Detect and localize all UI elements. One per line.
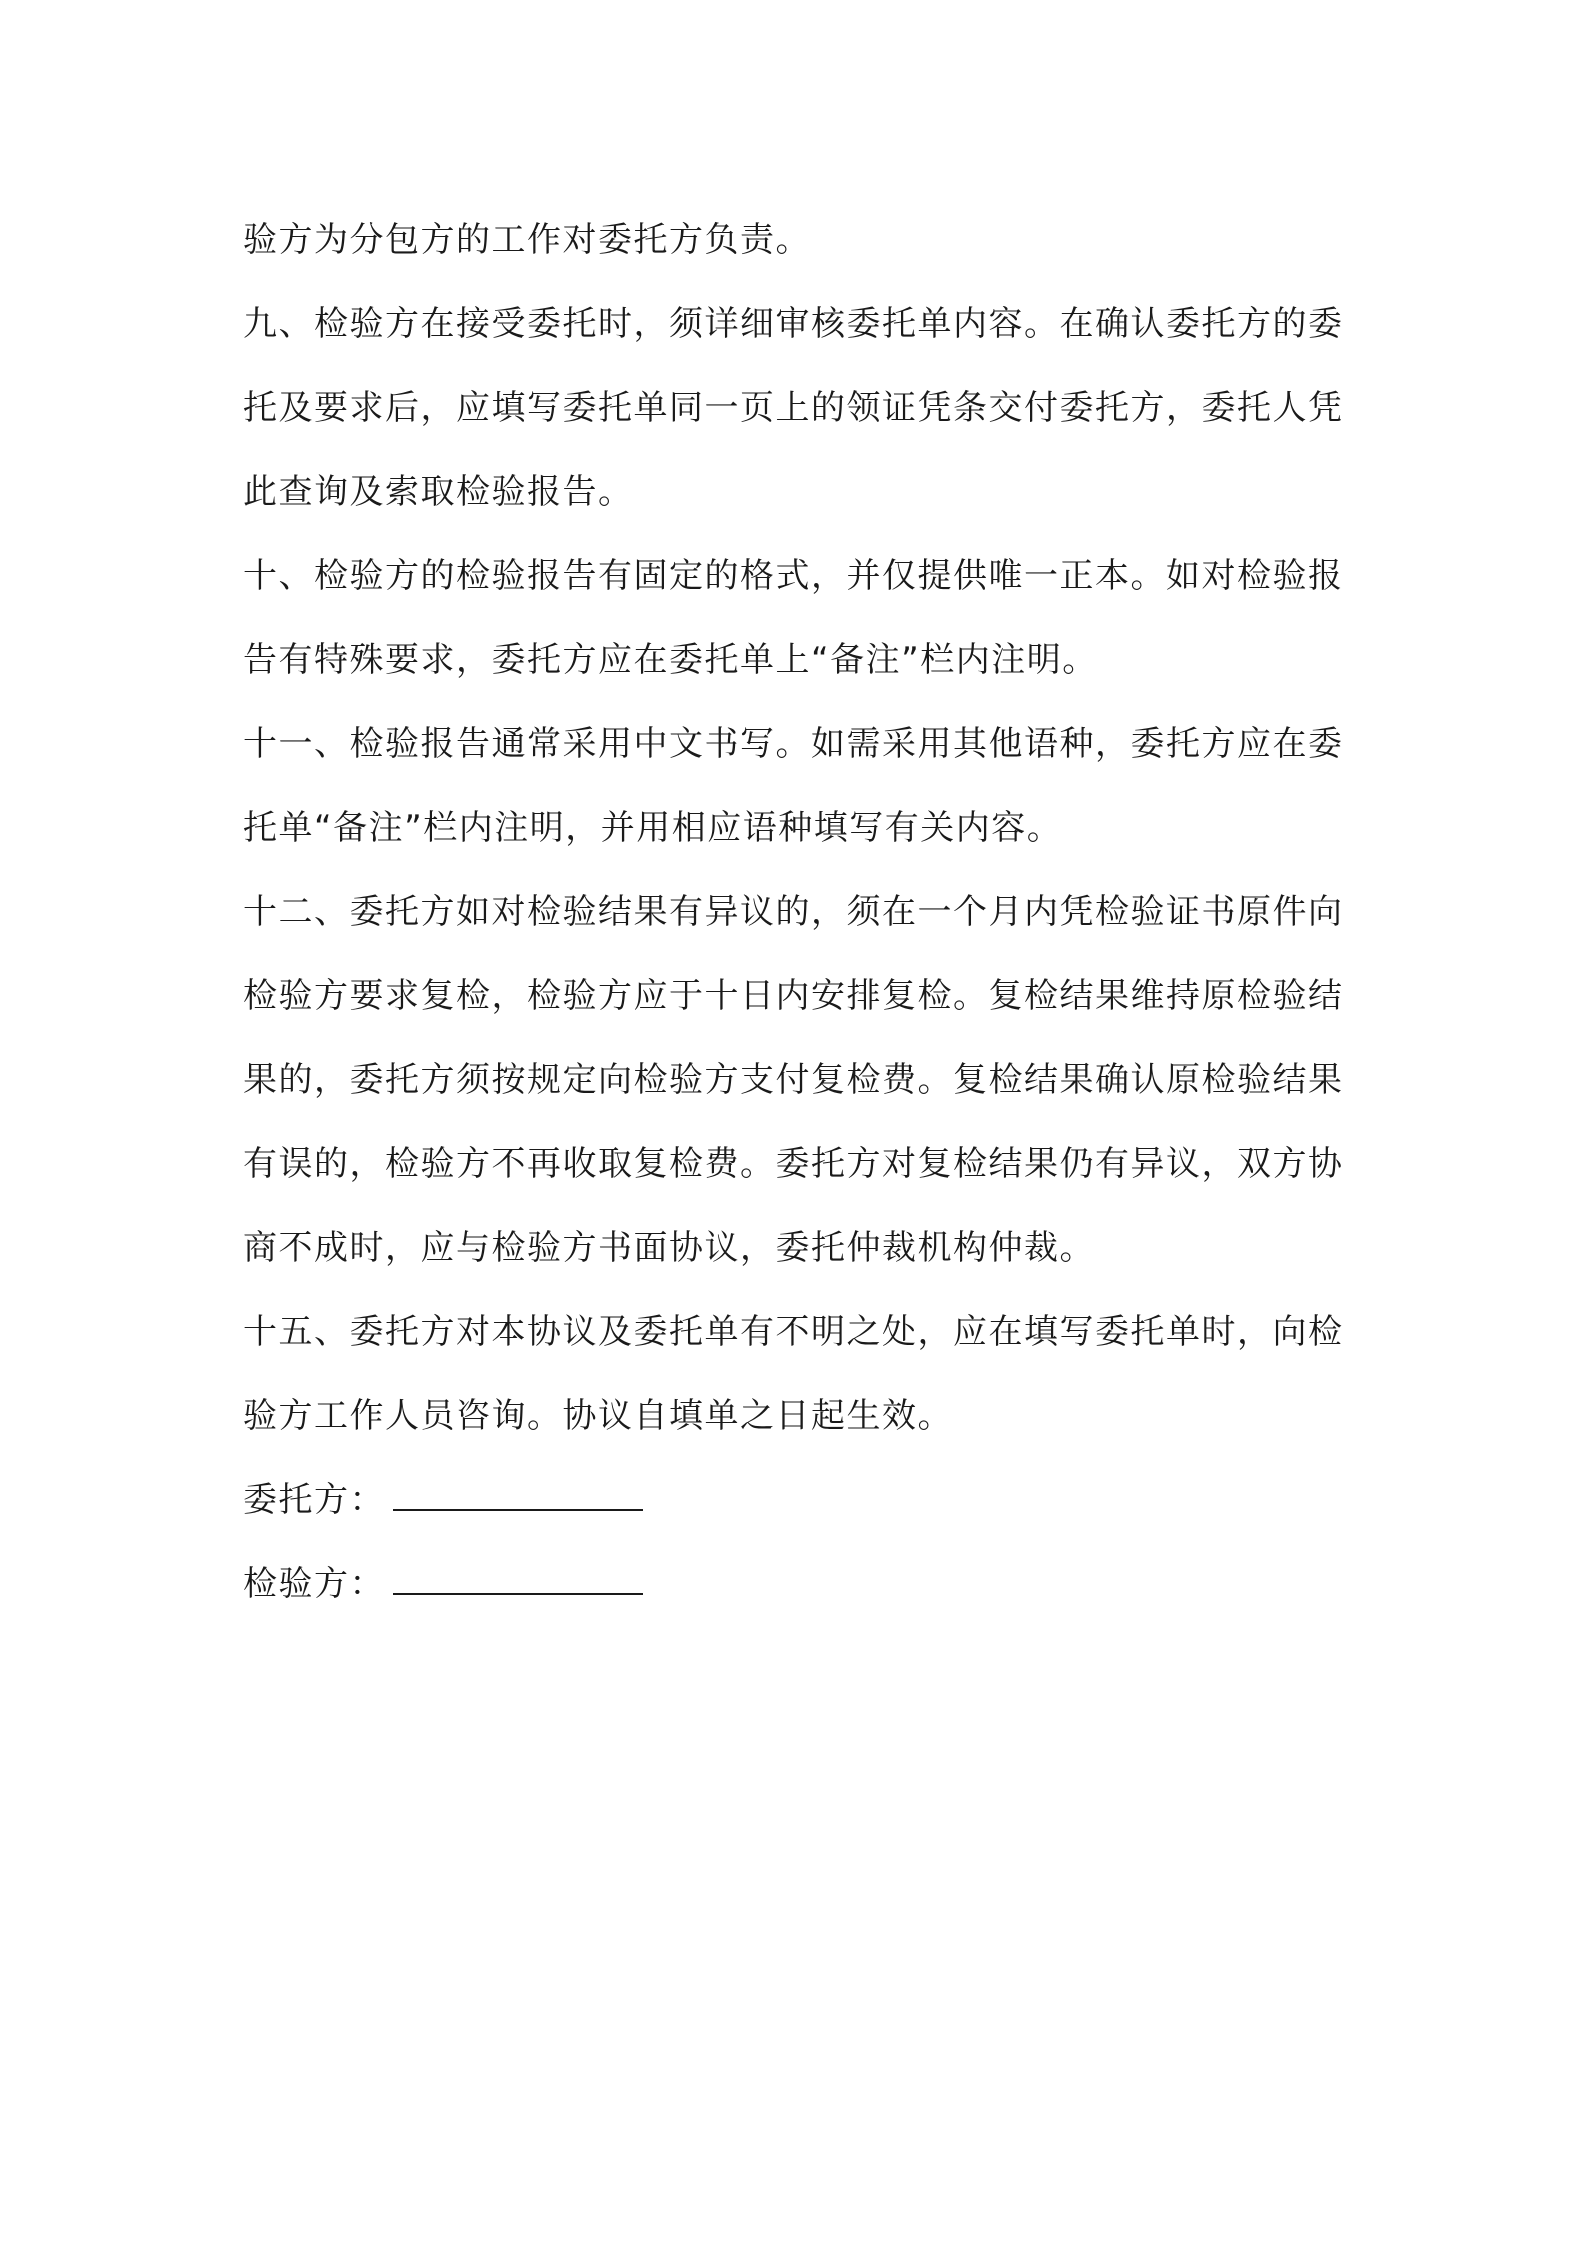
clause-9: 九、检验方在接受委托时，须详细审核委托单内容。在确认委托方的委托及要求后，应填写委托单同一页上的领证凭条交付委托方，委托人凭此查询及索取检验报告。 (243, 304, 1344, 512)
inspector-signature-label: 检验方： (243, 1564, 385, 1604)
clause-11: 十一、检验报告通常采用中文书写。如需采用其他语种，委托方应在委托单“备注”栏内注明，并用相应语种填写有关内容。 (243, 724, 1344, 848)
client-signature-line (243, 1458, 1363, 1542)
inspector-signature-blank (393, 1563, 643, 1595)
client-signature-label: 委托方： (243, 1480, 385, 1520)
paragraph-continuation: 验方为分包方的工作对委托方负责。 (243, 220, 811, 260)
client-signature-blank (393, 1479, 643, 1511)
clause-12: 十二、委托方如对检验结果有异议的，须在一个月内凭检验证书原件向检验方要求复检，检验方应于十日内安排复检。复检结果维持原检验结果的，委托方须按规定向检验方支付复检费。复检结果确认原检验结果有误的，检验方不再收取复检费。委托方对复检结果仍有异议，双方协商不成时，应与检验方书面协议，委托仲裁机构仲裁。 (243, 892, 1344, 1268)
clause-10: 十、检验方的检验报告有固定的格式，并仅提供唯一正本。如对检验报告有特殊要求，委托方应在委托单上“备注”栏内注明。 (243, 556, 1344, 680)
inspector-signature-line (243, 1542, 1363, 1626)
document-body (243, 198, 1363, 1626)
clause-15: 十五、委托方对本协议及委托单有不明之处，应在填写委托单时，向检验方工作人员咨询。协议自填单之日起生效。 (243, 1312, 1344, 1436)
